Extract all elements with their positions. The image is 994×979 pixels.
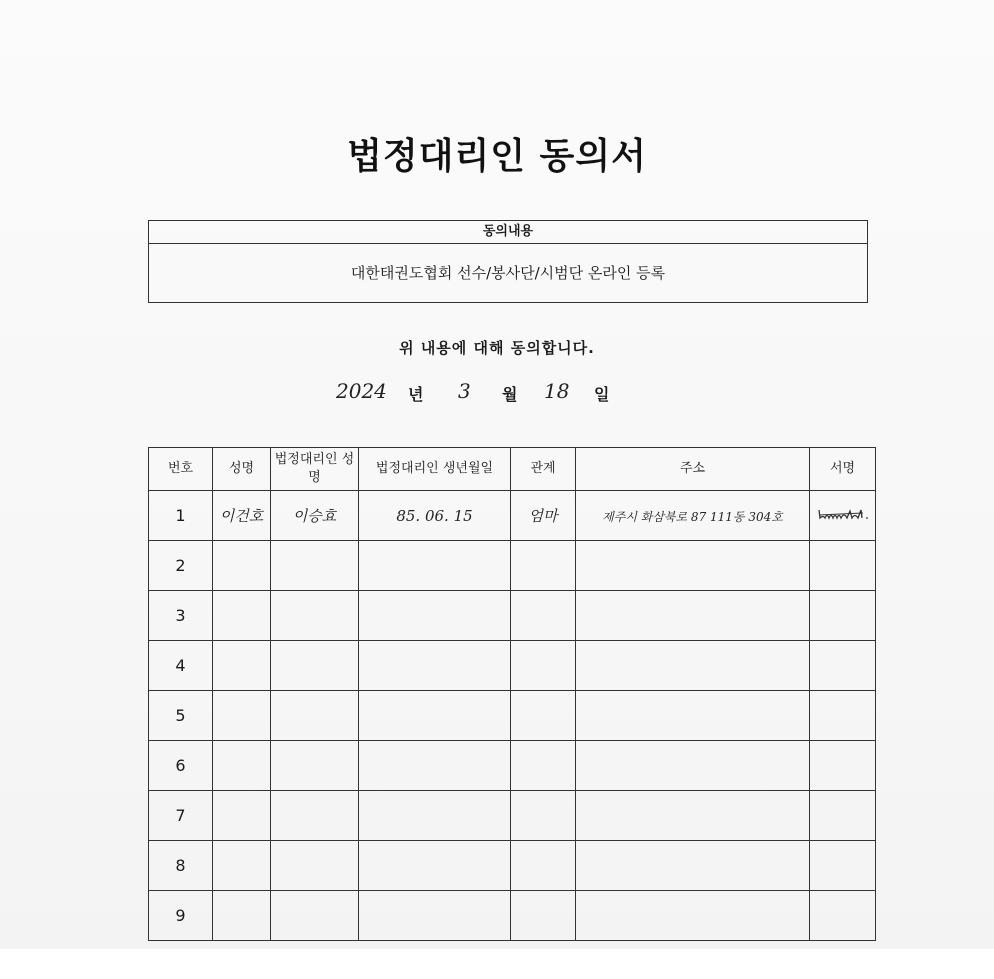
- row-signature: [810, 741, 876, 791]
- header-signature: 서명: [810, 448, 876, 491]
- bottom-margin: [0, 949, 994, 979]
- row-name: [213, 891, 271, 941]
- table-row: [149, 641, 876, 691]
- row-name: [213, 741, 271, 791]
- row-guardian-birth: [359, 641, 511, 691]
- row-num: 8: [149, 841, 213, 891]
- header-address: 주소: [576, 448, 810, 491]
- handwritten-signature: [817, 507, 869, 521]
- header-name: 성명: [213, 448, 271, 491]
- table-row: [149, 491, 876, 541]
- document-title: 법정대리인 동의서: [347, 136, 647, 177]
- row-guardian-name: [271, 691, 359, 741]
- row-relation: [511, 791, 576, 841]
- consent-box: [148, 220, 868, 303]
- row-guardian-name: [271, 841, 359, 891]
- row-num: 9: [149, 891, 213, 941]
- row-address: [576, 891, 810, 941]
- row-num: 6: [149, 741, 213, 791]
- date-day: 18: [544, 379, 570, 403]
- row-relation-value: 엄마: [528, 507, 558, 525]
- row-guardian-birth: [359, 841, 511, 891]
- row-signature: [810, 891, 876, 941]
- table-row: [149, 891, 876, 941]
- row-signature: [810, 541, 876, 591]
- row-guardian-birth: [359, 591, 511, 641]
- row-num: 7: [149, 791, 213, 841]
- row-guardian-birth: [359, 691, 511, 741]
- row-relation: [511, 841, 576, 891]
- date-month: 3: [458, 379, 471, 403]
- row-guardian-birth: [359, 741, 511, 791]
- row-name: [213, 841, 271, 891]
- row-signature: [810, 791, 876, 841]
- header-relation: 관계: [511, 448, 576, 491]
- row-num: 1: [149, 491, 213, 541]
- row-address: [576, 491, 810, 541]
- row-num: 5: [149, 691, 213, 741]
- date-year-label: 년: [408, 385, 424, 404]
- row-address: [576, 591, 810, 641]
- row-guardian-name: [271, 491, 359, 541]
- header-guardian-birth: 법정대리인 생년월일: [359, 448, 511, 491]
- row-signature: [810, 841, 876, 891]
- row-name: [213, 641, 271, 691]
- row-guardian-birth: [359, 491, 511, 541]
- row-address: [576, 841, 810, 891]
- table-row: [149, 541, 876, 591]
- row-guardian-name-value: 이승효: [292, 507, 337, 525]
- row-name: [213, 541, 271, 591]
- row-name: [213, 591, 271, 641]
- header-guardian-name: 법정대리인 성명: [271, 448, 359, 491]
- row-signature: [810, 591, 876, 641]
- header-num: 번호: [149, 448, 213, 491]
- date-day-label: 일: [594, 385, 610, 404]
- row-guardian-name: [271, 641, 359, 691]
- row-num: 2: [149, 541, 213, 591]
- table-row: [149, 691, 876, 741]
- row-relation: [511, 491, 576, 541]
- row-relation: [511, 541, 576, 591]
- row-num: 4: [149, 641, 213, 691]
- table-header-row: [149, 448, 876, 491]
- consent-heading: 동의내용: [149, 221, 867, 244]
- row-name: [213, 491, 271, 541]
- row-num: 3: [149, 591, 213, 641]
- row-guardian-birth-value: 85. 06. 15: [396, 507, 473, 525]
- row-address: [576, 691, 810, 741]
- row-signature: [810, 691, 876, 741]
- row-guardian-name: [271, 541, 359, 591]
- table-row: [149, 741, 876, 791]
- consent-content: 대한태권도협회 선수/봉사단/시범단 온라인 등록: [350, 264, 666, 282]
- table-row: [149, 791, 876, 841]
- guardian-table: [148, 447, 876, 941]
- row-name-value: 이건호: [219, 507, 264, 525]
- row-relation: [511, 891, 576, 941]
- row-name: [213, 691, 271, 741]
- date-month-label: 월: [502, 385, 518, 404]
- row-signature: [810, 491, 876, 541]
- row-guardian-name: [271, 791, 359, 841]
- row-relation: [511, 641, 576, 691]
- row-guardian-birth: [359, 891, 511, 941]
- row-relation: [511, 591, 576, 641]
- row-guardian-name: [271, 741, 359, 791]
- row-signature: [810, 641, 876, 691]
- table-row: [149, 841, 876, 891]
- row-address-value: 제주시 화삼북로 87 111동 304호: [602, 510, 783, 524]
- date-year: 2024: [336, 379, 387, 403]
- row-guardian-birth: [359, 791, 511, 841]
- row-address: [576, 541, 810, 591]
- row-guardian-name: [271, 591, 359, 641]
- row-address: [576, 741, 810, 791]
- agree-statement: 위 내용에 대해 동의합니다.: [399, 339, 595, 357]
- table-row: [149, 591, 876, 641]
- row-name: [213, 791, 271, 841]
- row-relation: [511, 741, 576, 791]
- row-guardian-birth: [359, 541, 511, 591]
- row-guardian-name: [271, 891, 359, 941]
- row-address: [576, 641, 810, 691]
- row-address: [576, 791, 810, 841]
- row-relation: [511, 691, 576, 741]
